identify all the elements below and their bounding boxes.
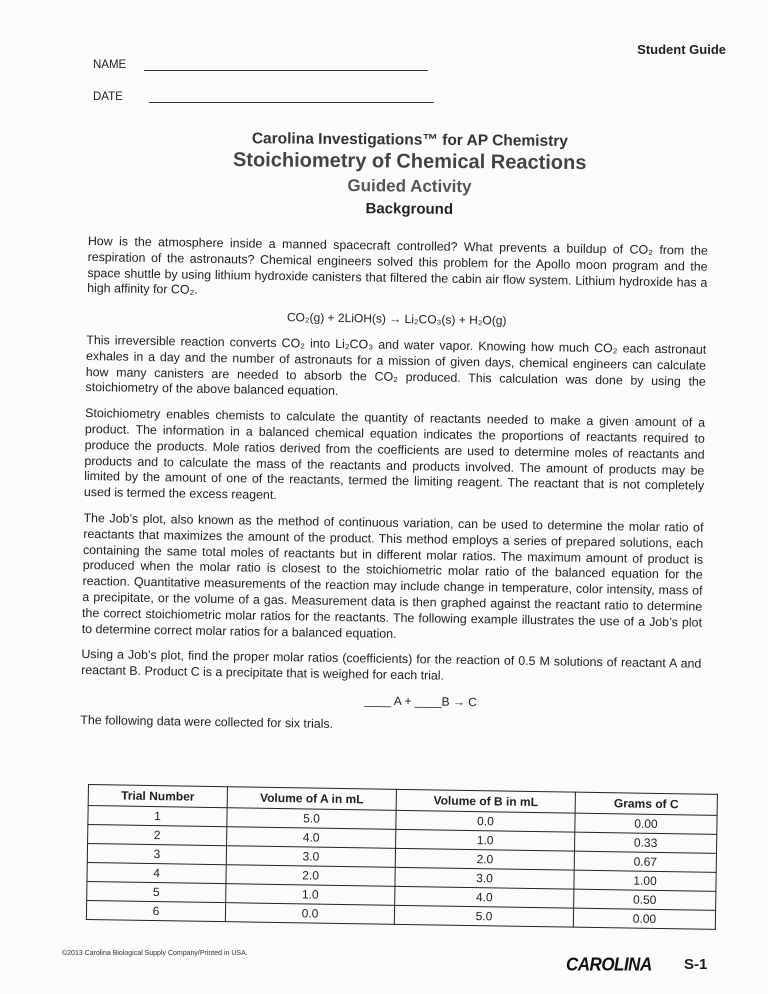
cell-volume-b: 2.0 bbox=[395, 848, 574, 870]
cell-volume-a: 5.0 bbox=[227, 808, 396, 830]
cell-trial: 3 bbox=[87, 844, 226, 865]
cell-trial: 5 bbox=[87, 881, 226, 902]
series-title: Carolina Investigations™ for AP Chemistry bbox=[251, 130, 569, 150]
paragraph-6: The following data were collected for six trials. bbox=[80, 712, 334, 731]
cell-trial: 1 bbox=[88, 806, 227, 827]
equation-blank: ____ A + ____B → C bbox=[364, 693, 478, 710]
cell-grams-c: 0.00 bbox=[575, 813, 717, 834]
paragraph-5: Using a Job’s plot, find the proper molar ratios (coefficients) for the reaction of 0.5 M solutions of reactant A and reactant B. Product C is a precipitate that is weighed for each trial. bbox=[81, 647, 702, 683]
page-title: Stoichiometry of Chemical Reactions bbox=[232, 149, 587, 175]
copyright-notice: ©2013 Carolina Biological Supply Company/Printed in USA. bbox=[62, 950, 248, 957]
date-field[interactable] bbox=[93, 90, 434, 103]
header-volume-b: Volume of B in mL bbox=[396, 789, 575, 813]
paragraph-4: The Job’s plot, also known as the method of continuous variation, can be used to determine the molar ratio of reactants that maximizes the amount of the product. This method employs a series of prepared solutions, each containing the same total moles of reactants but in different molar ratios. The maximum amount of product is produced when the molar ratio is closest to the stoichiometric molar ratio of the balanced equation for the reaction. Quantitative measurements of the reaction may include change in temperature, color intensity, mass of a precipitate, or the volume of a gas. Measurement data is then graphed against the reactant ratio to determine the correct stoichiometric molar ratios for the reactants. The following example illustrates the use of a Job’s plot to determine correct molar ratios for a balanced equation. bbox=[81, 510, 704, 641]
cell-trial: 6 bbox=[86, 900, 225, 921]
title-block bbox=[0, 128, 768, 221]
cell-volume-a: 1.0 bbox=[226, 884, 395, 906]
name-label: NAME bbox=[93, 59, 127, 71]
cell-grams-c: 0.00 bbox=[573, 908, 715, 929]
cell-volume-b: 5.0 bbox=[394, 905, 573, 927]
date-label: DATE bbox=[93, 91, 123, 103]
page-number: S-1 bbox=[684, 956, 708, 973]
date-line[interactable] bbox=[149, 90, 434, 103]
cell-volume-a: 0.0 bbox=[225, 903, 394, 925]
cell-grams-c: 1.00 bbox=[574, 870, 716, 891]
equation-lioh: CO₂(g) + 2LiOH(s) → Li₂CO₃(s) + H₂O(g) bbox=[286, 310, 507, 328]
paragraph-2: This irreversible reaction converts CO₂ into Li₂CO₃ and water vapor. Knowing how much CO₂ each astronaut exhales in a day and the number of astronauts for a mission of given days, chemical engineers can calculate how many canisters are needed to absorb the CO₂ produced. This calculation was done by using the stoichiometry of the above balanced equation. bbox=[85, 332, 707, 399]
header-volume-a: Volume of A in mL bbox=[227, 787, 396, 811]
header-grams-c: Grams of C bbox=[575, 792, 717, 815]
cell-volume-b: 3.0 bbox=[395, 867, 574, 889]
cell-volume-a: 4.0 bbox=[227, 827, 396, 849]
paragraph-3: Stoichiometry enables chemists to calculate the quantity of reactants needed to make a given amount of a product. The information in a balanced chemical equation indicates the proportions of reactants required to produce the products. Mole ratios derived from the coefficients are used to determine moles of reactants and products and to calculate the mass of the reactants and products involved. The amount of products may be limited by the amount of one of the reactants, termed the limiting reagent. The reactant that is not completely used is termed the excess reagent. bbox=[83, 406, 706, 503]
cell-trial: 2 bbox=[88, 825, 227, 846]
cell-grams-c: 0.67 bbox=[574, 851, 716, 872]
cell-volume-b: 0.0 bbox=[396, 810, 575, 832]
cell-volume-b: 4.0 bbox=[395, 886, 574, 908]
trial-data-table bbox=[86, 784, 718, 930]
student-guide-label: Student Guide bbox=[637, 42, 726, 57]
cell-volume-a: 3.0 bbox=[226, 846, 395, 868]
background-text bbox=[80, 234, 708, 748]
name-line[interactable] bbox=[144, 58, 428, 71]
cell-trial: 4 bbox=[87, 862, 226, 883]
name-field[interactable] bbox=[93, 58, 428, 71]
cell-volume-a: 2.0 bbox=[226, 865, 395, 887]
carolina-logo: CAROLINA bbox=[566, 954, 652, 975]
cell-grams-c: 0.50 bbox=[574, 889, 716, 910]
page-subtitle: Guided Activity bbox=[347, 176, 472, 197]
cell-volume-b: 1.0 bbox=[396, 829, 575, 851]
cell-grams-c: 0.33 bbox=[575, 832, 717, 853]
section-heading: Background bbox=[365, 200, 454, 218]
paragraph-1: How is the atmosphere inside a manned spacecraft controlled? What prevents a buildup of CO₂ from the respiration of the astronauts? Chemical engineers solved this problem for the Apollo moon program and the space shuttle by using lithium hydroxide canisters that filtered the cabin air flow system. Lithium hydroxide has a high affinity for CO₂. bbox=[87, 234, 708, 298]
header-trial-number: Trial Number bbox=[88, 785, 227, 808]
